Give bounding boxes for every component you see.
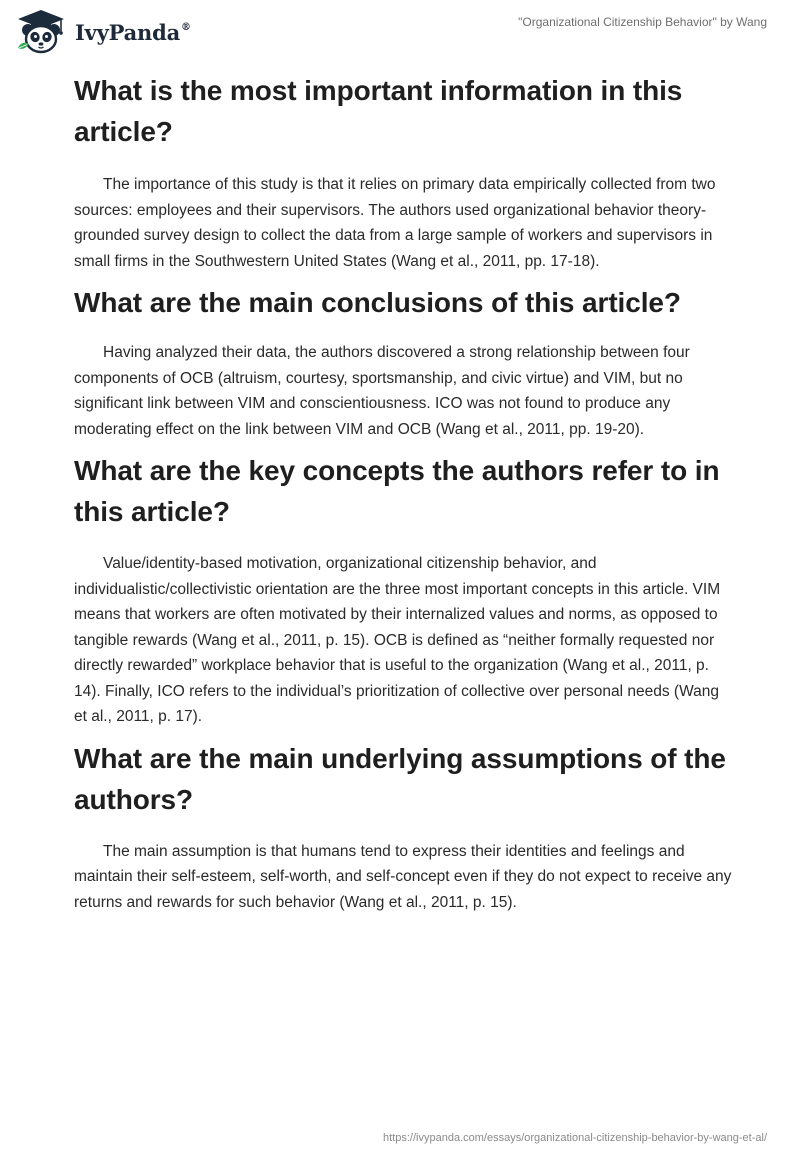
panda-graduate-icon — [14, 8, 68, 54]
section-key-concepts — [74, 450, 734, 730]
section-important-information — [74, 70, 734, 274]
section-heading: What are the main conclusions of this article? — [74, 287, 681, 318]
section-heading: What is the most important information in this article? — [74, 75, 683, 147]
source-url-link[interactable]: https://ivypanda.com/essays/organizational-citizenship-behavior-by-wang-et-al/ — [383, 1132, 767, 1144]
section-paragraph: Having analyzed their data, the authors discovered a strong relationship between four components of OCB (altruism, courtesy, sportsmanship, and civic virtue) and VIM, but no significant link between VIM and conscientiousness. ICO was not found to produce any moderating effect on the link between VIM and OCB (Wang et al., 2011, pp. 19-20). — [74, 344, 690, 438]
brand-name: IvyPanda® — [75, 19, 191, 45]
section-heading: What are the key concepts the authors refer to in this article? — [74, 455, 720, 527]
page-header — [0, 0, 800, 60]
ivypanda-logo[interactable] — [14, 8, 191, 54]
section-heading: What are the main underlying assumptions of the authors? — [74, 742, 726, 815]
section-paragraph: The importance of this study is that it relies on primary data empirically collected from two sources: employees and their supervisors. The authors used organizational behavior theory-grounded survey design to collect the data from a large sample of workers and supervisors in small firms in the Southwestern United States (Wang et al., 2011, pp. 17-18). — [74, 176, 716, 270]
document-title: "Organizational Citizenship Behavior" by Wang — [518, 15, 767, 29]
article-body — [74, 70, 734, 915]
section-paragraph: Value/identity-based motivation, organizational citizenship behavior, and individualistic/collectivistic orientation are the three most important concepts in this article. VIM means that workers are often motivated by their internalized values and norms, as opposed to tangible rewards (Wang et al., 2011, p. 15). OCB is defined as “neither formally requested nor directly rewarded” workplace behavior that is useful to the organization (Wang et al., 2011, p. 14). Finally, ICO refers to the individual’s prioritization of collective over personal needs (Wang et al., 2011, p. 17). — [74, 555, 721, 725]
registered-mark: ® — [181, 21, 191, 33]
section-underlying-assumptions — [74, 738, 734, 916]
section-main-conclusions — [74, 282, 734, 442]
section-paragraph: The main assumption is that humans tend to express their identities and feelings and maintain their self-esteem, self-worth, and self-concept even if they do not expect to receive any returns and rewards for such behavior (Wang et al., 2011, p. 15). — [74, 842, 732, 911]
